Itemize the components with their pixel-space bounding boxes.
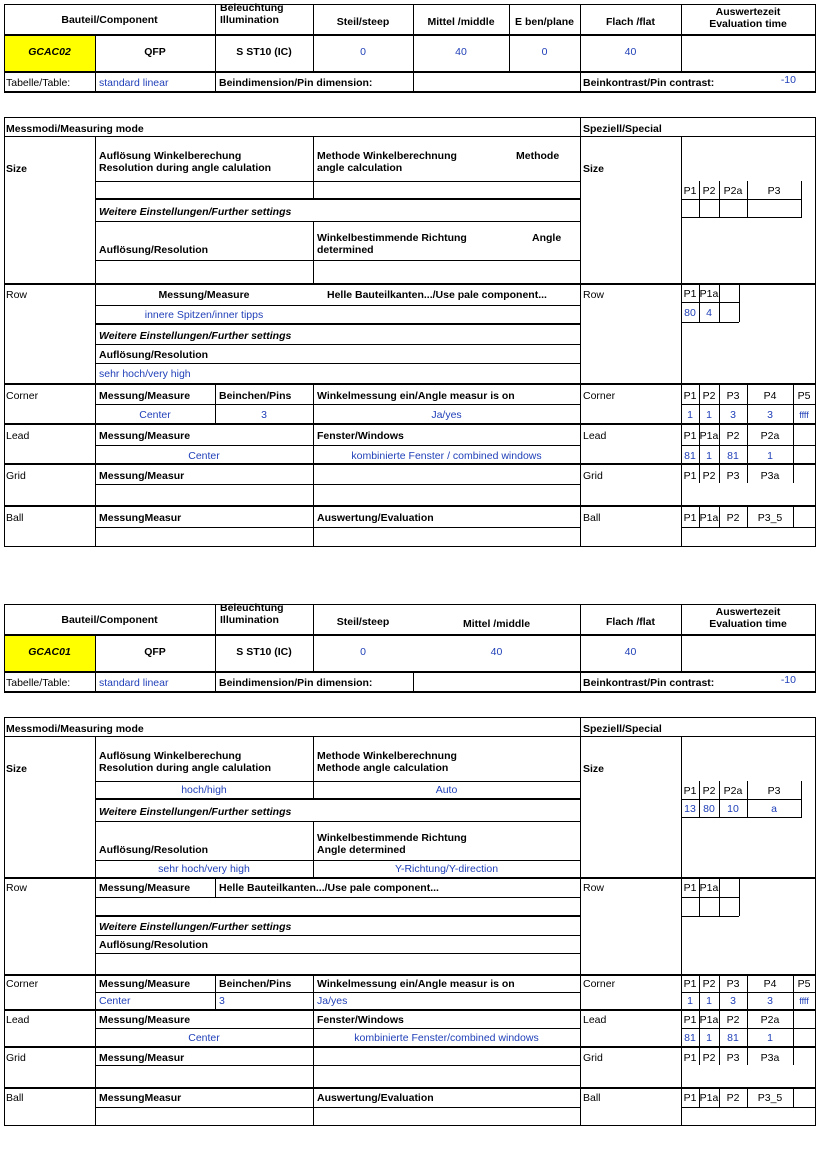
flat-value: 40 (624, 46, 637, 58)
param-header: P3 (726, 978, 740, 990)
lead-windows-value: kombinierte Fenster / combined windows (351, 450, 542, 462)
pin-contrast-label: Beinkontrast/Pin contrast: (583, 77, 715, 89)
param-value: 3 (767, 409, 773, 421)
param-header: P1a (699, 430, 719, 442)
size-label: Size (6, 763, 28, 775)
ball-evaluation: Auswertung/Evaluation (317, 512, 434, 524)
param-header: P1 (683, 978, 697, 990)
param-value: 1 (687, 995, 693, 1007)
row-pale: Helle Bauteilkanten.../Use pale component... (327, 289, 547, 301)
grid-measure: Messung/Measur (99, 470, 185, 482)
pin-dimension-label: Beindimension/Pin dimension: (219, 677, 373, 689)
ball-evaluation: Auswertung/Evaluation (317, 1092, 434, 1104)
lead-measure-value: Center (188, 1032, 220, 1044)
size-method-1: Methode Winkelberechnung (317, 150, 457, 162)
header-plane: E ben/plane (515, 16, 574, 28)
param-header: P1a (699, 512, 719, 524)
corner-angle: Winkelmessung ein/Angle measur is on (317, 390, 515, 402)
param-value: 10 (727, 803, 739, 815)
param-header: P3 (726, 1052, 740, 1064)
param-header: P2 (726, 512, 740, 524)
param-header: P2a (723, 785, 743, 797)
param-header: P2 (726, 1014, 740, 1026)
size-label: Size (6, 163, 28, 175)
corner-measure: Messung/Measure (99, 978, 191, 990)
size-method-1b: Methode (516, 150, 560, 162)
corner-angle-value: Ja/yes (431, 409, 462, 421)
param-header: P2a (760, 430, 780, 442)
size-direction-2: determined (317, 244, 374, 256)
package: QFP (144, 646, 166, 658)
pin-contrast-value: -10 (780, 674, 796, 686)
size-res-2: Resolution during angle calulation (99, 162, 272, 174)
param-header: P5 (797, 978, 811, 990)
header-illumination-1: Beleuchtung (220, 602, 284, 614)
param-header: P1 (683, 785, 697, 797)
param-header: P1 (683, 1014, 697, 1026)
corner-measure-value: Center (99, 995, 131, 1007)
row-measure: Messung/Measure (158, 289, 250, 301)
header-illumination-2: Illumination (220, 14, 279, 26)
header-eval-1: Auswertezeit (715, 606, 781, 618)
illumination-value: S ST10 (IC) (236, 46, 292, 58)
header-middle: Mittel /middle (427, 16, 495, 28)
size-method-value: Auto (435, 784, 458, 796)
param-header: P4 (763, 978, 777, 990)
row-further-settings: Weitere Einstellungen/Further settings (99, 921, 292, 933)
param-value: 80 (703, 803, 715, 815)
corner-pins-value: 3 (219, 995, 225, 1007)
row-label: Row (6, 289, 28, 301)
grid-label: Grid (6, 470, 26, 482)
special-ball-label: Ball (583, 512, 601, 524)
corner-angle: Winkelmessung ein/Angle measur is on (317, 978, 515, 990)
param-value: 1 (767, 1032, 773, 1044)
corner-label: Corner (6, 978, 39, 990)
param-header: P2 (702, 470, 716, 482)
row-resolution-label: Auflösung/Resolution (99, 939, 209, 951)
param-header: P2 (702, 390, 716, 402)
corner-label: Corner (6, 390, 39, 402)
table-label: Tabelle/Table: (6, 77, 71, 89)
pin-dimension-label: Beindimension/Pin dimension: (219, 77, 373, 89)
row-measure: Messung/Measure (99, 882, 191, 894)
param-value: 4 (706, 307, 712, 319)
special-ball-label: Ball (583, 1092, 601, 1104)
param-header: P2a (723, 185, 743, 197)
ball-label: Ball (6, 512, 24, 524)
param-header: P2 (726, 1092, 740, 1104)
grid-label: Grid (6, 1052, 26, 1064)
param-value: 1 (687, 409, 693, 421)
param-header: P2 (702, 978, 716, 990)
special-corner-label: Corner (583, 390, 616, 402)
table-value: standard linear (99, 77, 169, 89)
size-res-1: Auflösung Winkelberechung (99, 150, 242, 162)
header-middle: Mittel /middle (462, 618, 531, 630)
param-value: a (771, 803, 777, 815)
row-further-settings: Weitere Einstellungen/Further settings (99, 330, 292, 342)
special-lead-label: Lead (583, 430, 607, 442)
row-measure-value: innere Spitzen/inner tipps (144, 309, 264, 321)
size-res2-value: sehr hoch/very high (158, 863, 250, 875)
lead-windows: Fenster/Windows (317, 430, 404, 442)
sheet-gcac01 (4, 600, 816, 1150)
corner-measure-value: Center (139, 409, 171, 421)
lead-measure: Messung/Measure (99, 430, 191, 442)
size-direction-1b: Angle (532, 232, 562, 244)
param-value: 1 (767, 450, 773, 462)
param-header: P1 (683, 430, 697, 442)
param-header: P3a (760, 1052, 780, 1064)
param-value: 1 (706, 409, 712, 421)
param-value: 3 (730, 995, 736, 1007)
size-direction-2: Angle determined (317, 844, 406, 856)
special-size-label: Size (583, 763, 605, 775)
header-steep: Steil/steep (336, 16, 390, 28)
component-code: GCAC02 (28, 46, 71, 58)
middle-value: 40 (490, 646, 503, 658)
special-title: Speziell/Special (583, 123, 662, 135)
row-resolution-label: Auflösung/Resolution (99, 349, 209, 361)
special-row-label: Row (583, 289, 605, 301)
param-value: ffff (799, 410, 809, 420)
flat-value: 40 (624, 646, 637, 658)
row-resolution-value: sehr hoch/very high (99, 368, 191, 380)
size-resolution-label: Auflösung/Resolution (99, 844, 209, 856)
special-corner-label: Corner (583, 978, 616, 990)
param-header: P3 (767, 785, 781, 797)
corner-angle-value: Ja/yes (317, 995, 348, 1007)
param-value: 81 (684, 450, 696, 462)
param-header: P1 (683, 1052, 697, 1064)
pin-contrast-label: Beinkontrast/Pin contrast: (583, 677, 715, 689)
header-steep: Steil/steep (336, 616, 390, 628)
param-value: 1 (706, 995, 712, 1007)
lead-measure-value: Center (188, 450, 220, 462)
table-value: standard linear (99, 677, 169, 689)
size-further-settings: Weitere Einstellungen/Further settings (99, 206, 292, 218)
special-title: Speziell/Special (583, 723, 662, 735)
param-value: 81 (727, 1032, 739, 1044)
header-eval-1: Auswertezeit (715, 6, 781, 18)
size-method-2: angle calculation (317, 162, 403, 174)
param-header: P2 (702, 185, 716, 197)
special-grid-label: Grid (583, 470, 603, 482)
header-component: Bauteil/Component (61, 14, 158, 26)
param-value: 1 (706, 1032, 712, 1044)
plane-value: 0 (541, 46, 548, 58)
size-res-value: hoch/high (181, 784, 227, 796)
row-label: Row (6, 882, 28, 894)
param-value: ffff (799, 996, 809, 1006)
param-header: P3 (767, 185, 781, 197)
package: QFP (144, 46, 166, 58)
corner-pins: Beinchen/Pins (219, 390, 292, 402)
lead-windows-value: kombinierte Fenster/combined windows (354, 1032, 539, 1044)
param-value: 80 (684, 307, 696, 319)
param-header: P3 (726, 470, 740, 482)
header-component: Bauteil/Component (61, 614, 158, 626)
size-res-1: Auflösung Winkelberechung (99, 750, 242, 762)
ball-label: Ball (6, 1092, 24, 1104)
lead-label: Lead (6, 430, 30, 442)
param-header: P1 (683, 1092, 697, 1104)
param-header: P1 (683, 185, 697, 197)
size-res-2: Resolution during angle calulation (99, 762, 272, 774)
measuring-mode-title: Messmodi/Measuring mode (6, 723, 144, 735)
param-header: P2 (702, 785, 716, 797)
special-row-label: Row (583, 882, 605, 894)
param-header: P4 (763, 390, 777, 402)
header-eval-2: Evaluation time (709, 618, 787, 630)
param-header: P3 (726, 390, 740, 402)
param-header: P1a (699, 288, 719, 300)
param-header: P2 (702, 1052, 716, 1064)
param-header: P2a (760, 1014, 780, 1026)
param-header: P1 (683, 288, 697, 300)
param-header: P3a (760, 470, 780, 482)
ball-measure: MessungMeasur (99, 512, 182, 524)
param-value: 1 (706, 450, 712, 462)
sheet-gcac02 (4, 0, 816, 550)
size-direction-1: Winkelbestimmende Richtung (317, 232, 467, 244)
param-value: 81 (727, 450, 739, 462)
corner-pins-value: 3 (261, 409, 267, 421)
param-value: 81 (684, 1032, 696, 1044)
size-further-settings: Weitere Einstellungen/Further settings (99, 806, 292, 818)
row-pale: Helle Bauteilkanten.../Use pale component... (219, 882, 439, 894)
param-value: 13 (684, 803, 696, 815)
param-header: P5 (797, 390, 811, 402)
param-header: P3_5 (757, 1092, 783, 1104)
param-header: P3_5 (757, 512, 783, 524)
steep-value: 0 (360, 646, 366, 658)
header-illumination-1: Beleuchtung (220, 2, 284, 14)
corner-measure: Messung/Measure (99, 390, 191, 402)
grid-measure: Messung/Measur (99, 1052, 185, 1064)
param-header: P1a (699, 1014, 719, 1026)
header-flat: Flach /flat (605, 616, 655, 628)
lead-label: Lead (6, 1014, 30, 1026)
steep-value: 0 (360, 46, 366, 58)
special-lead-label: Lead (583, 1014, 607, 1026)
param-header: P1a (699, 1092, 719, 1104)
header-illumination-2: Illumination (220, 614, 279, 626)
param-header: P1 (683, 512, 697, 524)
corner-pins: Beinchen/Pins (219, 978, 292, 990)
measuring-mode-title: Messmodi/Measuring mode (6, 123, 144, 135)
special-grid-label: Grid (583, 1052, 603, 1064)
table-label: Tabelle/Table: (6, 677, 71, 689)
size-direction-1: Winkelbestimmende Richtung (317, 832, 467, 844)
lead-windows: Fenster/Windows (317, 1014, 404, 1026)
lead-measure: Messung/Measure (99, 1014, 191, 1026)
illumination-value: S ST10 (IC) (236, 646, 292, 658)
param-header: P2 (726, 430, 740, 442)
param-header: P1 (683, 470, 697, 482)
header-eval-2: Evaluation time (709, 18, 787, 30)
middle-value: 40 (455, 46, 467, 58)
size-method-2: Methode angle calculation (317, 762, 449, 774)
size-method-1: Methode Winkelberechnung (317, 750, 457, 762)
pin-contrast-value: -10 (780, 74, 796, 86)
param-value: 3 (767, 995, 773, 1007)
header-flat: Flach /flat (605, 16, 655, 28)
special-size-label: Size (583, 163, 605, 175)
param-value: 3 (730, 409, 736, 421)
component-code: GCAC01 (28, 646, 71, 658)
size-dir-value: Y-Richtung/Y-direction (394, 863, 499, 875)
size-resolution-label: Auflösung/Resolution (99, 244, 209, 256)
ball-measure: MessungMeasur (99, 1092, 182, 1104)
param-header: P1a (699, 882, 719, 894)
param-header: P1 (683, 882, 697, 894)
param-header: P1 (683, 390, 697, 402)
